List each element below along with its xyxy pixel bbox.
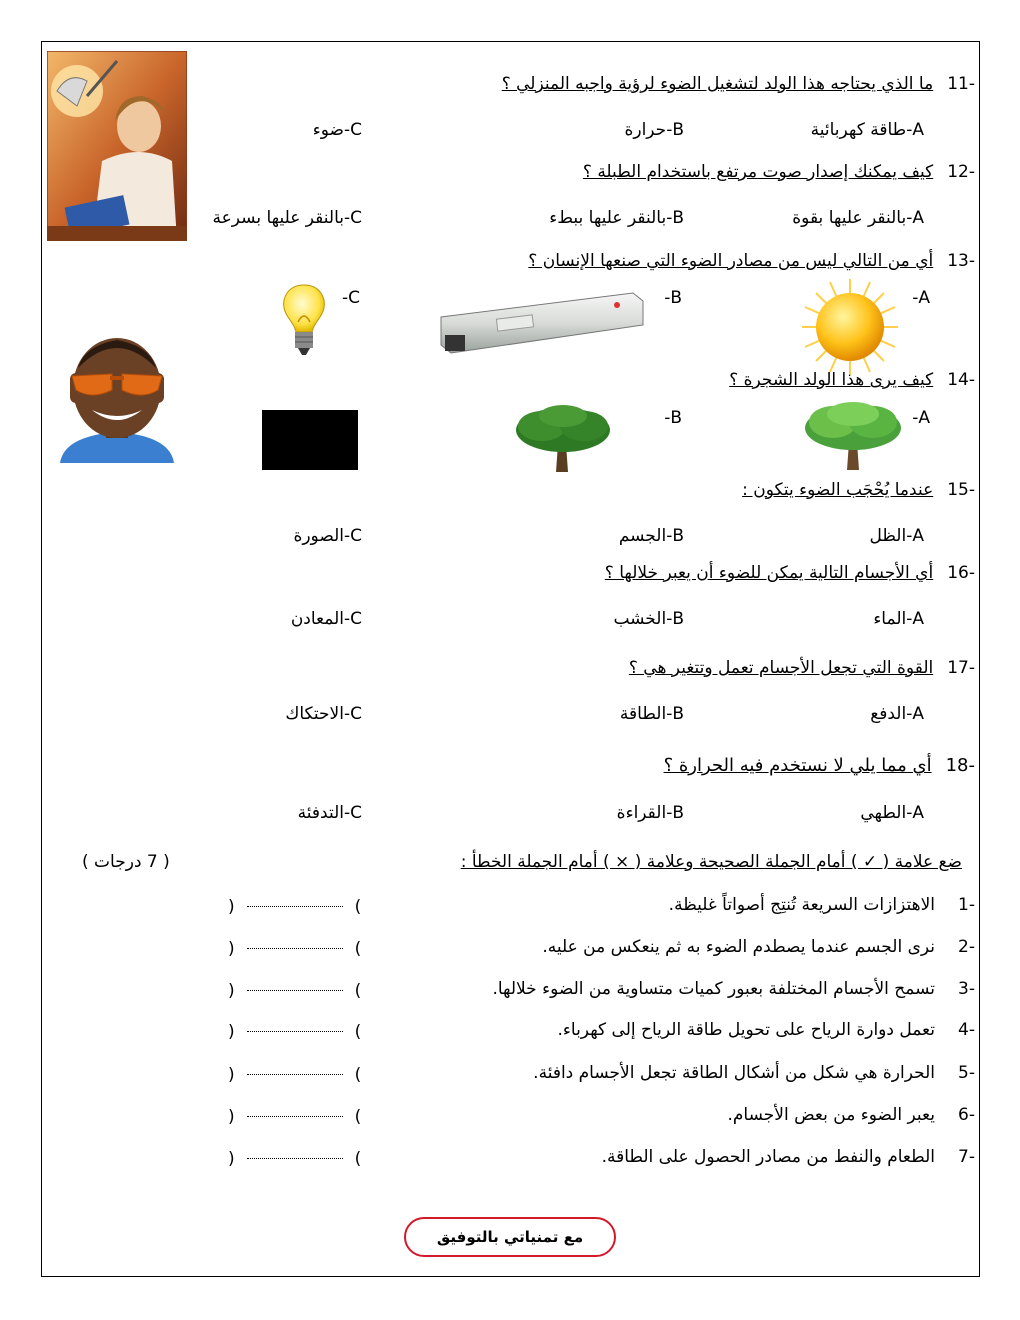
- q12-option-c[interactable]: C-بالنقر عليها بسرعة: [212, 208, 362, 228]
- question-18: -18أي مما يلي لا نستخدم فيه الحرارة ؟: [663, 755, 975, 776]
- answer-slot-1[interactable]: ) (: [228, 897, 362, 917]
- question-17: -17القوة التي تجعل الأجسام تعمل وتتغير هي ؟: [628, 658, 975, 678]
- question-16-text: أي الأجسام التالية يمكن للضوء أن يعبر خلالها ؟: [604, 563, 934, 583]
- q12-option-b[interactable]: B-بالنقر عليها ببطء: [549, 208, 684, 228]
- q11-option-c[interactable]: C-ضوء: [312, 120, 362, 140]
- q18-option-a[interactable]: A-الطهي: [860, 803, 924, 823]
- answer-slot-2[interactable]: ) (: [228, 939, 362, 959]
- black-box-image: [262, 410, 358, 470]
- statement-5: -5الحرارة هي شكل من أشكال الطاقة تجعل الأجسام دافئة.: [533, 1063, 975, 1083]
- answer-slot-6[interactable]: ) (: [228, 1107, 362, 1127]
- answer-slot-4[interactable]: ) (: [228, 1022, 362, 1042]
- q13-option-a[interactable]: A-: [912, 288, 930, 308]
- answer-slot-3[interactable]: ) (: [228, 981, 362, 1001]
- question-15-text: عندما يُحْجَب الضوء يتكون :: [742, 480, 934, 500]
- statement-4: -4تعمل دوارة الرياح على تحويل طاقة الرياح إلى كهرباء.: [557, 1020, 975, 1040]
- boy-with-sunglasses-photo: [50, 328, 184, 463]
- question-14-text: كيف يرى هذا الولد الشجرة ؟: [729, 370, 934, 390]
- question-12: -12كيف يمكنك إصدار صوت مرتفع باستخدام الطبلة ؟: [582, 162, 975, 182]
- question-11-text: ما الذي يحتاجه هذا الولد لتشغيل الضوء لرؤية واجبه المنزلي ؟: [501, 74, 934, 94]
- true-false-instruction: ضع علامة ( ✓ ) أمام الجملة الصحيحة وعلامة ( × ) أمام الجملة الخطأ :: [460, 852, 962, 872]
- boy-with-lamp-photo: [47, 51, 187, 241]
- tree-dark-image: [514, 404, 612, 474]
- grade-label: ( 7 درجات ): [82, 852, 170, 872]
- q15-option-c[interactable]: C-الصورة: [293, 526, 362, 546]
- q17-option-b[interactable]: B-الطاقة: [619, 704, 684, 724]
- statement-3: -3تسمح الأجسام المختلفة بعبور كميات متساوية من الضوء خلالها.: [492, 979, 975, 999]
- question-11: -11ما الذي يحتاجه هذا الولد لتشغيل الضوء لرؤية واجبه المنزلي ؟: [501, 74, 975, 94]
- statement-2: -2نرى الجسم عندما يصطدم الضوء به ثم ينعكس من عليه.: [542, 937, 975, 957]
- q13-option-b[interactable]: B-: [664, 288, 682, 308]
- question-14: -14كيف يرى هذا الولد الشجرة ؟: [729, 370, 975, 390]
- q11-option-b[interactable]: B-حرارة: [624, 120, 684, 140]
- statement-6: -6يعبر الضوء من بعض الأجسام.: [727, 1105, 975, 1125]
- question-13: -13أي من التالي ليس من مصادر الضوء التي صنعها الإنسان ؟: [528, 251, 975, 271]
- q14-option-b[interactable]: B-: [664, 408, 682, 428]
- question-12-text: كيف يمكنك إصدار صوت مرتفع باستخدام الطبلة ؟: [582, 162, 934, 182]
- sun-image: [800, 277, 900, 377]
- light-bulb-image: [280, 282, 328, 358]
- q17-option-c[interactable]: C-الاحتكاك: [285, 704, 362, 724]
- fluorescent-lamp-image: [437, 287, 647, 357]
- q18-option-c[interactable]: C-التدفئة: [297, 803, 362, 823]
- q15-option-b[interactable]: B-الجسم: [618, 526, 684, 546]
- q16-option-a[interactable]: A-الماء: [873, 609, 924, 629]
- q17-option-a[interactable]: A-الدفع: [870, 704, 924, 724]
- question-15: -15عندما يُحْجَب الضوء يتكون :: [742, 480, 975, 500]
- q14-option-a[interactable]: A-: [912, 408, 930, 428]
- question-16: -16أي الأجسام التالية يمكن للضوء أن يعبر خلالها ؟: [604, 563, 975, 583]
- q18-option-b[interactable]: B-القراءة: [616, 803, 684, 823]
- q16-option-c[interactable]: C-المعادن: [290, 609, 362, 629]
- q13-option-c[interactable]: C-: [341, 288, 360, 308]
- q15-option-a[interactable]: A-الظل: [869, 526, 924, 546]
- statement-1: -1الاهتزازات السريعة تُنتِج أصواتاً غليظة.: [668, 895, 975, 915]
- question-17-text: القوة التي تجعل الأجسام تعمل وتتغير هي ؟: [628, 658, 934, 678]
- question-18-text: أي مما يلي لا نستخدم فيه الحرارة ؟: [663, 755, 932, 776]
- q11-option-a[interactable]: A-طاقة كهربائية: [810, 120, 924, 140]
- question-13-text: أي من التالي ليس من مصادر الضوء التي صنعها الإنسان ؟: [528, 251, 934, 271]
- q12-option-a[interactable]: A-بالنقر عليها بقوة: [792, 208, 924, 228]
- answer-slot-5[interactable]: ) (: [228, 1065, 362, 1085]
- statement-7: -7الطعام والنفط من مصادر الحصول على الطاقة.: [601, 1147, 975, 1167]
- answer-slot-7[interactable]: ) (: [228, 1149, 362, 1169]
- good-luck-banner: مع تمنياتي بالتوفيق: [404, 1217, 616, 1257]
- tree-bright-image: [803, 400, 903, 472]
- q16-option-b[interactable]: B-الخشب: [613, 609, 684, 629]
